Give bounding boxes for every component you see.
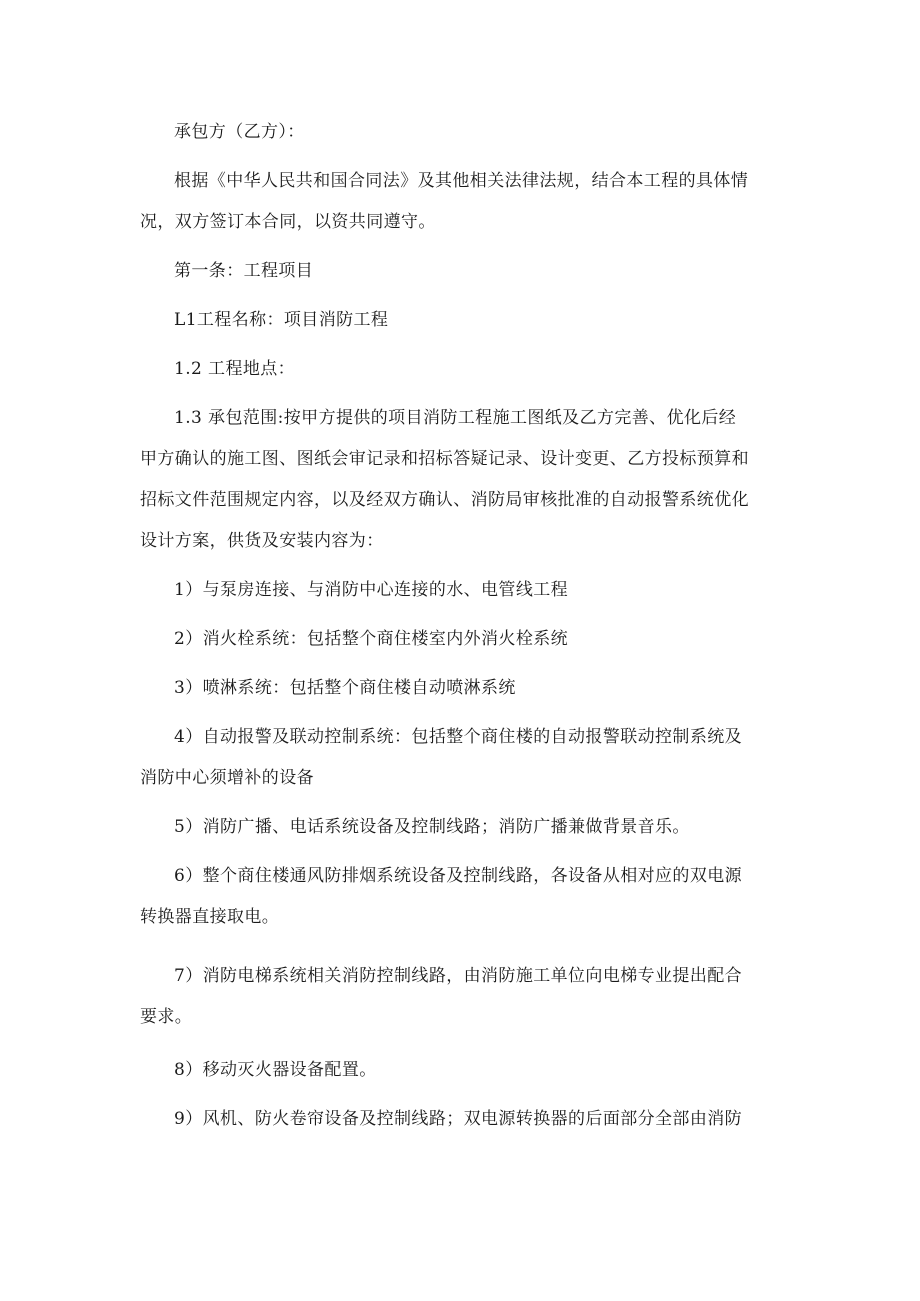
clause-1-3-line-3: 招标文件范围规定内容，以及经双方确认、消防局审核批准的自动报警系统优化 bbox=[140, 490, 749, 510]
preamble-line-2: 况，双方签订本合同，以资共同遵守。 bbox=[140, 212, 436, 232]
list-item-7-line-2: 要求。 bbox=[140, 1007, 193, 1027]
clause-1-3-line-1: 1.3 承包范围:按甲方提供的项目消防工程施工图纸及乙方完善、优化后经 bbox=[174, 408, 737, 428]
clause-1-3-line-2: 甲方确认的施工图、图纸会审记录和招标答疑记录、设计变更、乙方投标预算和 bbox=[140, 449, 749, 469]
list-item-7-line-1: 7）消防电梯系统相关消防控制线路，由消防施工单位向电梯专业提出配合 bbox=[174, 966, 743, 986]
list-item-6-line-2: 转换器直接取电。 bbox=[140, 907, 280, 927]
list-item-2: 2）消火栓系统：包括整个商住楼室内外消火栓系统 bbox=[174, 629, 569, 649]
list-item-8: 8）移动灭火器设备配置。 bbox=[174, 1060, 377, 1080]
list-item-9-line-1: 9）风机、防火卷帘设备及控制线路；双电源转换器的后面部分全部由消防 bbox=[174, 1109, 743, 1129]
list-item-6-line-1: 6）整个商住楼通风防排烟系统设备及控制线路，各设备从相对应的双电源 bbox=[174, 866, 743, 886]
preamble-line-1: 根据《中华人民共和国合同法》及其他相关法律法规，结合本工程的具体情 bbox=[174, 171, 749, 191]
list-item-3: 3）喷淋系统：包括整个商住楼自动喷淋系统 bbox=[174, 678, 516, 698]
clause-1-3-line-4: 设计方案，供货及安装内容为： bbox=[140, 531, 384, 551]
contractor-party-line: 承包方（乙方）： bbox=[174, 122, 305, 142]
list-item-4-line-1: 4）自动报警及联动控制系统：包括整个商住楼的自动报警联动控制系统及 bbox=[174, 727, 743, 747]
clause-1-1: L1工程名称：项目消防工程 bbox=[174, 310, 389, 330]
list-item-4-line-2: 消防中心须增补的设备 bbox=[140, 768, 314, 788]
clause-1-2: 1.2 工程地点： bbox=[174, 359, 296, 379]
article-one-heading: 第一条：工程项目 bbox=[174, 261, 314, 281]
list-item-1: 1）与泵房连接、与消防中心连接的水、电管线工程 bbox=[174, 580, 569, 600]
document-body bbox=[140, 112, 790, 1140]
list-item-5: 5）消防广播、电话系统设备及控制线路；消防广播兼做背景音乐。 bbox=[174, 817, 690, 837]
